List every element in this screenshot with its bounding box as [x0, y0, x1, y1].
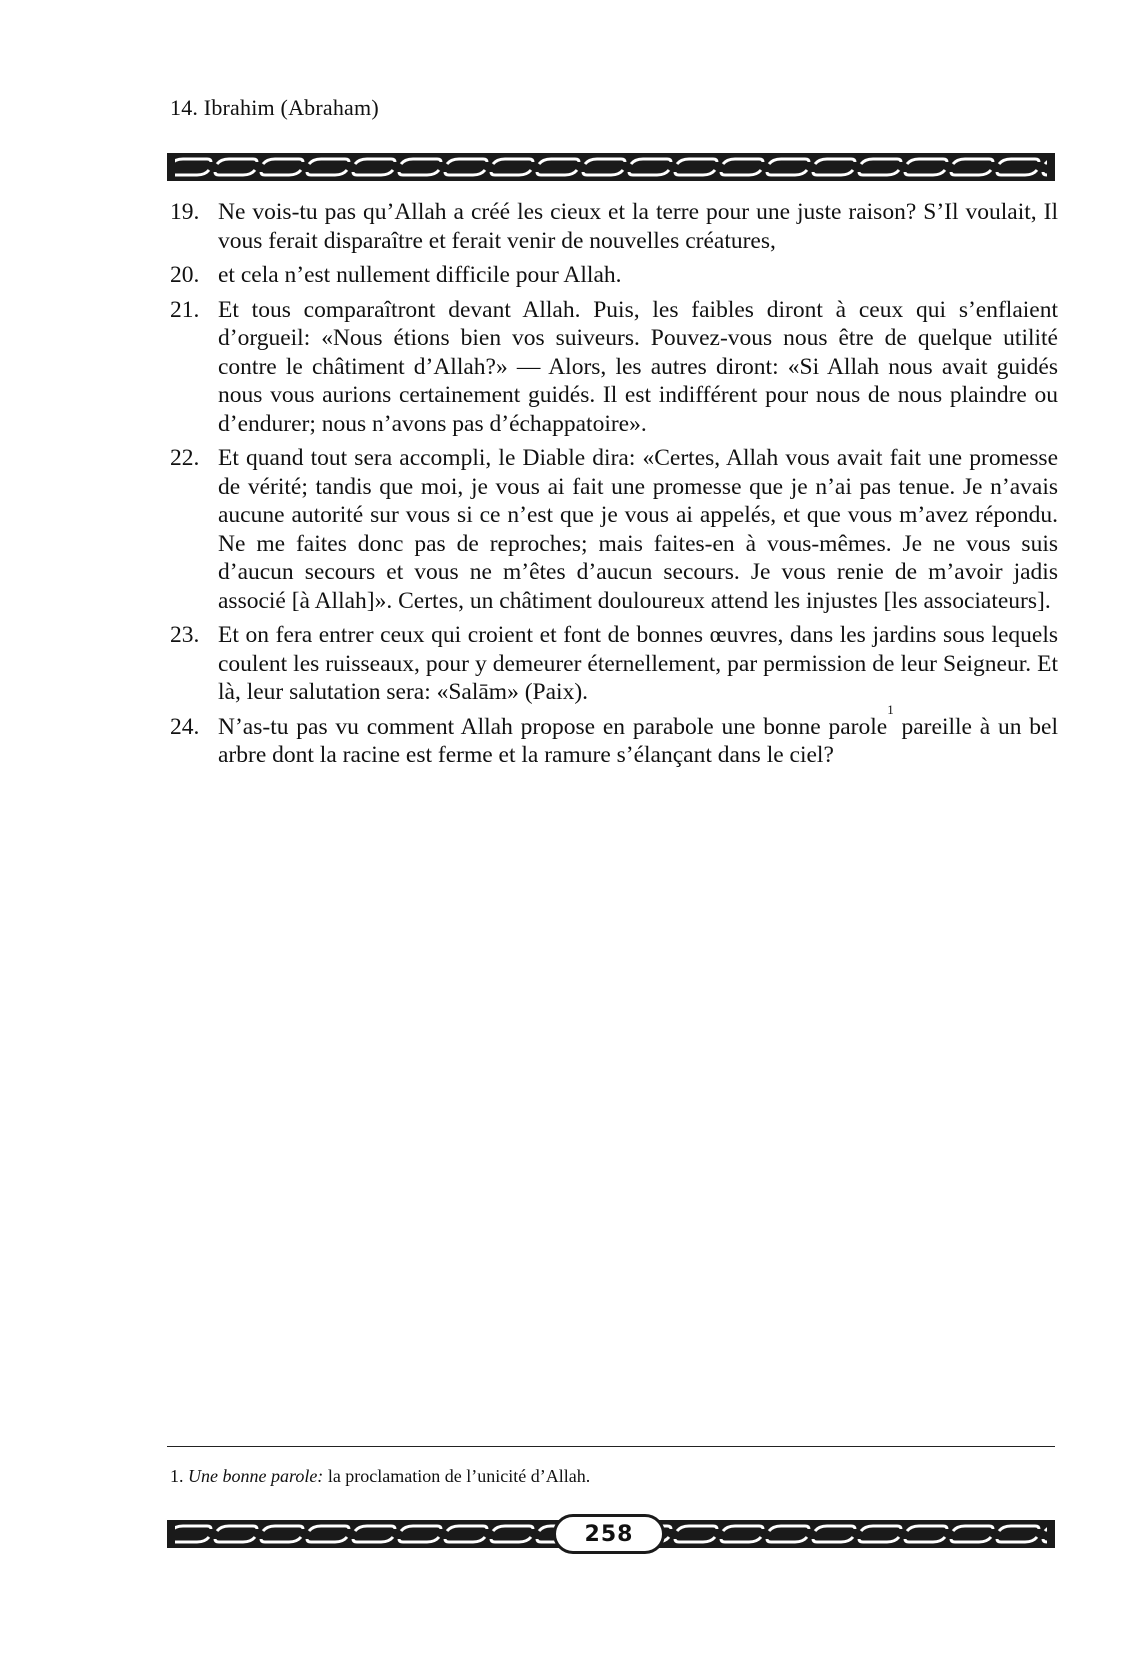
footnote-number: 1. — [170, 1466, 184, 1486]
verse-text: Et on fera entrer ceux qui croient et font de bonnes œuvres, dans les jardins sous lequels coulent les ruisseaux, pour y demeurer éternellement, par permission de leur Seigneur. Et là, leur salutation sera: «Salām» (Paix). — [218, 622, 1058, 705]
verse-text: Ne vois-tu pas qu’Allah a créé les cieux et la terre pour une juste raison? S’Il voulait, Il vous ferait disparaître et ferait venir de nouvelles créatures, — [218, 199, 1058, 254]
verse-text: Et tous comparaîtront devant Allah. Puis, les faibles diront à ceux qui s’enflaient d’orgueil: «Nous étions bien vos suiveurs. Pouvez-vous nous être de quelque utilité contre le châtiment d’Allah?» — Alors, les autres diront: «Si Allah nous avait guidés nous vous aurions certainement guidés. Il est indifférent pour nous de nous plaindre ou d’endurer; nous n’avons pas d’échappatoire». — [218, 296, 1058, 437]
running-head: 14. Ibrahim (Abraham) — [170, 95, 379, 120]
verse-text: N’as-tu pas vu comment Allah propose en parabole une bonne parole — [218, 713, 888, 740]
verse-22 — [170, 444, 1058, 615]
footnote-term: Une bonne parole: — [188, 1466, 324, 1486]
verse-number: 23. — [170, 622, 200, 648]
verse-24 — [170, 701, 1058, 770]
footnote-text: la proclamation de l’unicité d’Allah. — [323, 1466, 591, 1486]
verse-20 — [170, 261, 1058, 290]
verse-number: 19. — [170, 199, 200, 225]
top-ornament-band — [167, 153, 1055, 181]
verse-text: et cela n’est nullement difficile pour Allah. — [218, 262, 622, 288]
verse-number: 24. — [170, 713, 200, 740]
verse-number: 20. — [170, 262, 200, 288]
footnote-reference[interactable]: 1 — [887, 701, 894, 717]
footnote — [170, 1466, 590, 1487]
page-number: 258 — [553, 1514, 665, 1554]
verse-23 — [170, 621, 1058, 707]
verse-number: 21. — [170, 296, 200, 323]
verse-text: Et quand tout sera accompli, le Diable dira: «Certes, Allah vous avait fait une promesse de vérité; tandis que moi, je vous ai fait une promesse que je n’ai pas tenue. Je n’avais aucune autorité sur vous si ce n’est que je vous ai appelés, et que vous m’avez répondu. Ne me faites donc pas de reproches; mais faites-en à vous-mêmes. Je ne vous suis d’aucun secours et vous ne m’êtes d’aucun secours. Je vous renie de m’avoir jadis associé [à Allah]». Certes, un châtiment douloureux attend les injustes [les associateurs]. — [218, 445, 1058, 614]
verse-number: 22. — [170, 445, 200, 471]
verse-19 — [170, 198, 1058, 255]
footnote-divider — [167, 1446, 1055, 1447]
verse-list — [170, 198, 1058, 776]
verse-21 — [170, 296, 1058, 439]
verse-text-continued: pareille à un bel arbre dont la racine est ferme et la ramure s’élançant dans le ciel? — [218, 713, 1058, 768]
